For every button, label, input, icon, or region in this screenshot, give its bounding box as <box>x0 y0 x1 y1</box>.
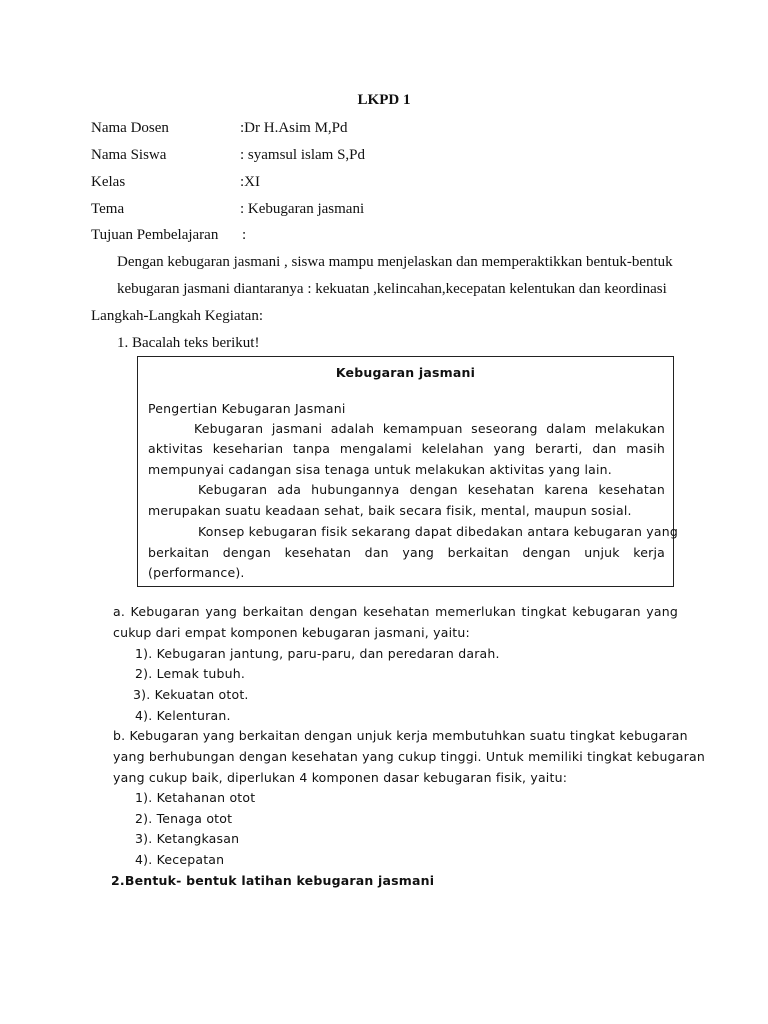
page-title: LKPD 1 <box>357 92 411 108</box>
section-b-line: yang cukup baik, diperlukan 4 komponen dasar kebugaran fisik, yaitu: <box>113 770 568 785</box>
list-item: 4). Kecepatan <box>135 852 225 867</box>
tujuan-line: kebugaran jasmani diantaranya : kekuatan ,kelincahan,kecepatan kelentukan dan keordinasi <box>117 281 667 297</box>
section-b-line: yang berhubungan dengan kesehatan yang cukup tinggi. Untuk memiliki tingkat kebugaran <box>113 749 705 764</box>
info-label: Kelas <box>91 174 126 190</box>
section-2-heading: 2.Bentuk- bentuk latihan kebugaran jasmani <box>111 873 435 888</box>
info-label: Tujuan Pembelajaran <box>91 227 219 243</box>
list-item: 2). Lemak tubuh. <box>135 666 246 681</box>
box-line: Kebugaran ada hubungannya dengan kesehatan karena kesehatan <box>198 482 665 497</box>
info-value: :XI <box>240 174 260 190</box>
info-value: : syamsul islam S,Pd <box>240 147 366 163</box>
box-line: Kebugaran jasmani adalah kemampuan seseorang dalam melakukan <box>194 421 665 436</box>
list-item: 3). Ketangkasan <box>135 831 240 846</box>
section-b-line: b. Kebugaran yang berkaitan dengan unjuk kerja membutuhkan suatu tingkat kebugaran <box>113 728 688 743</box>
box-title: Kebugaran jasmani <box>335 365 476 380</box>
reading-text-box <box>137 356 678 587</box>
box-line: aktivitas keseharian tanpa mengalami kelelahan yang berarti, dan masih <box>148 441 665 456</box>
info-value: :Dr H.Asim M,Pd <box>240 120 348 136</box>
info-label: Nama Dosen <box>91 120 169 136</box>
tujuan-line: Dengan kebugaran jasmani , siswa mampu menjelaskan dan memperaktikkan bentuk-bentuk <box>117 254 673 270</box>
box-line: berkaitan dengan kesehatan dan yang berkaitan dengan unjuk kerja <box>148 545 665 560</box>
info-label: Nama Siswa <box>91 147 167 163</box>
list-item: 1). Kebugaran jantung, paru-paru, dan peredaran darah. <box>135 646 500 661</box>
list-item: 1). Ketahanan otot <box>135 790 256 805</box>
box-subtitle: Pengertian Kebugaran Jasmani <box>148 401 346 416</box>
list-item: 3). Kekuatan otot. <box>133 687 249 702</box>
info-value: : <box>242 227 247 243</box>
box-line: mempunyai cadangan sisa tenaga untuk melakukan aktivitas yang lain. <box>148 462 612 477</box>
info-label: Tema <box>91 201 125 217</box>
section-a-line: cukup dari empat komponen kebugaran jasmani, yaitu: <box>113 625 470 640</box>
box-line: (performance). <box>148 565 245 580</box>
list-item: 2). Tenaga otot <box>135 811 233 826</box>
info-value: : Kebugaran jasmani <box>240 201 365 217</box>
box-line: merupakan suatu keadaan sehat, baik secara fisik, mental, maupun sosial. <box>148 503 632 518</box>
list-item: 4). Kelenturan. <box>135 708 231 723</box>
section-a-line: a. Kebugaran yang berkaitan dengan kesehatan memerlukan tingkat kebugaran yang <box>113 604 678 619</box>
box-line: Konsep kebugaran fisik sekarang dapat dibedakan antara kebugaran yang <box>198 524 678 539</box>
langkah-heading: Langkah-Langkah Kegiatan: <box>91 308 264 324</box>
step-1: 1. Bacalah teks berikut! <box>117 335 260 351</box>
